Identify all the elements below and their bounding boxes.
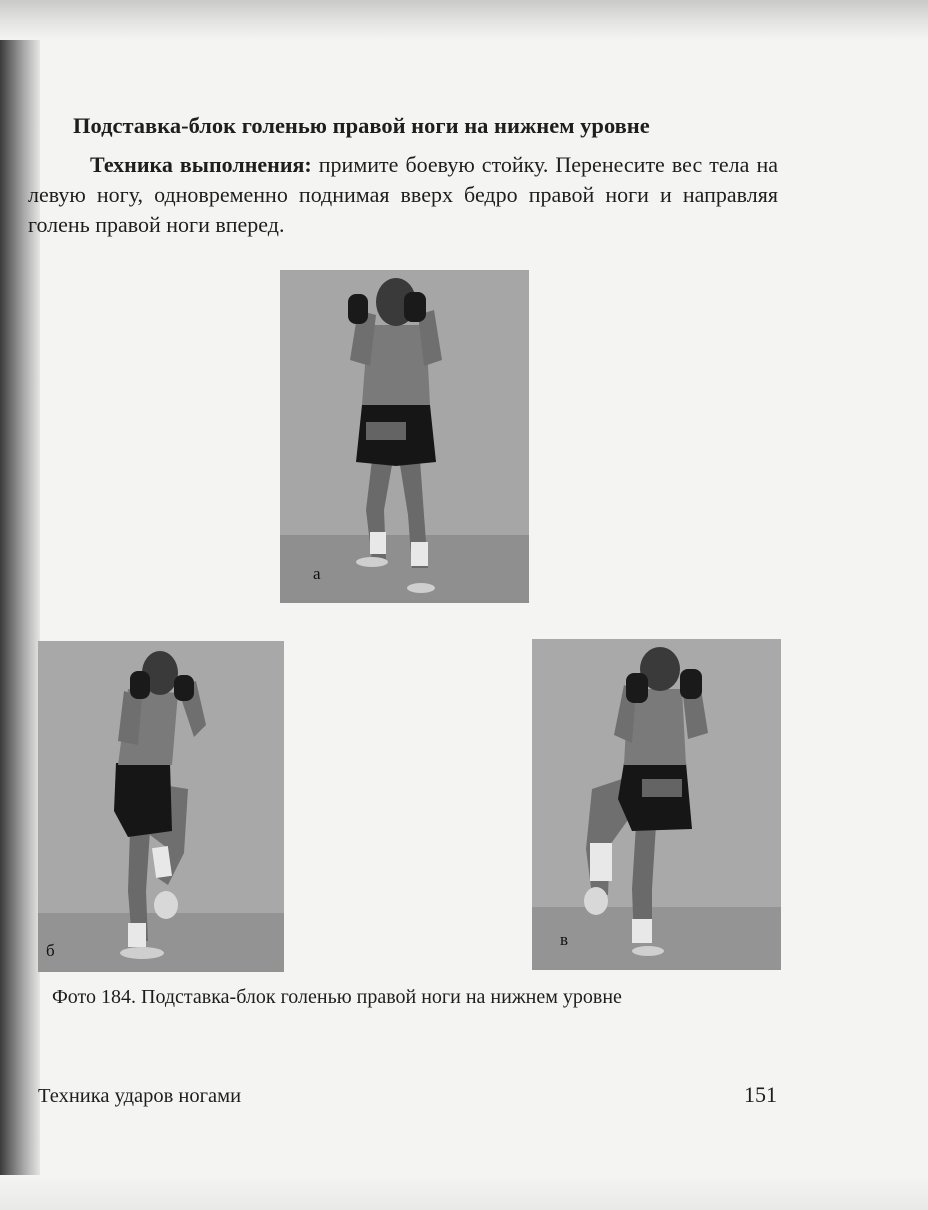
scan-bottom-shadow — [0, 1175, 928, 1210]
paragraph-text: примите боевую стойку. Перенесите вес тела на левую ногу, одновременно поднимая вверх бедро правой ноги и направляя голень правой ноги вперед. — [28, 152, 778, 237]
photo-a-image — [280, 270, 529, 603]
footer-section-title: Техника ударов ногами — [38, 1085, 242, 1107]
paragraph-lead: Техника выполнения: — [90, 152, 312, 177]
page-number: 151 — [744, 1082, 777, 1107]
photo-c-image — [532, 639, 781, 970]
scan-top-shadow — [0, 0, 928, 40]
photo-caption: Фото 184. Подставка-блок голенью правой ноги на нижнем уровне — [52, 986, 622, 1008]
photo-c — [532, 639, 781, 970]
body-paragraph — [28, 150, 778, 240]
photo-b — [38, 641, 284, 972]
photo-b-image — [38, 641, 284, 972]
section-heading: Подставка-блок голенью правой ноги на нижнем уровне — [73, 113, 650, 138]
photo-c-label: в — [560, 930, 569, 949]
photo-a — [280, 270, 529, 603]
photo-a-label: а — [313, 564, 321, 583]
photo-b-label: б — [46, 941, 55, 960]
